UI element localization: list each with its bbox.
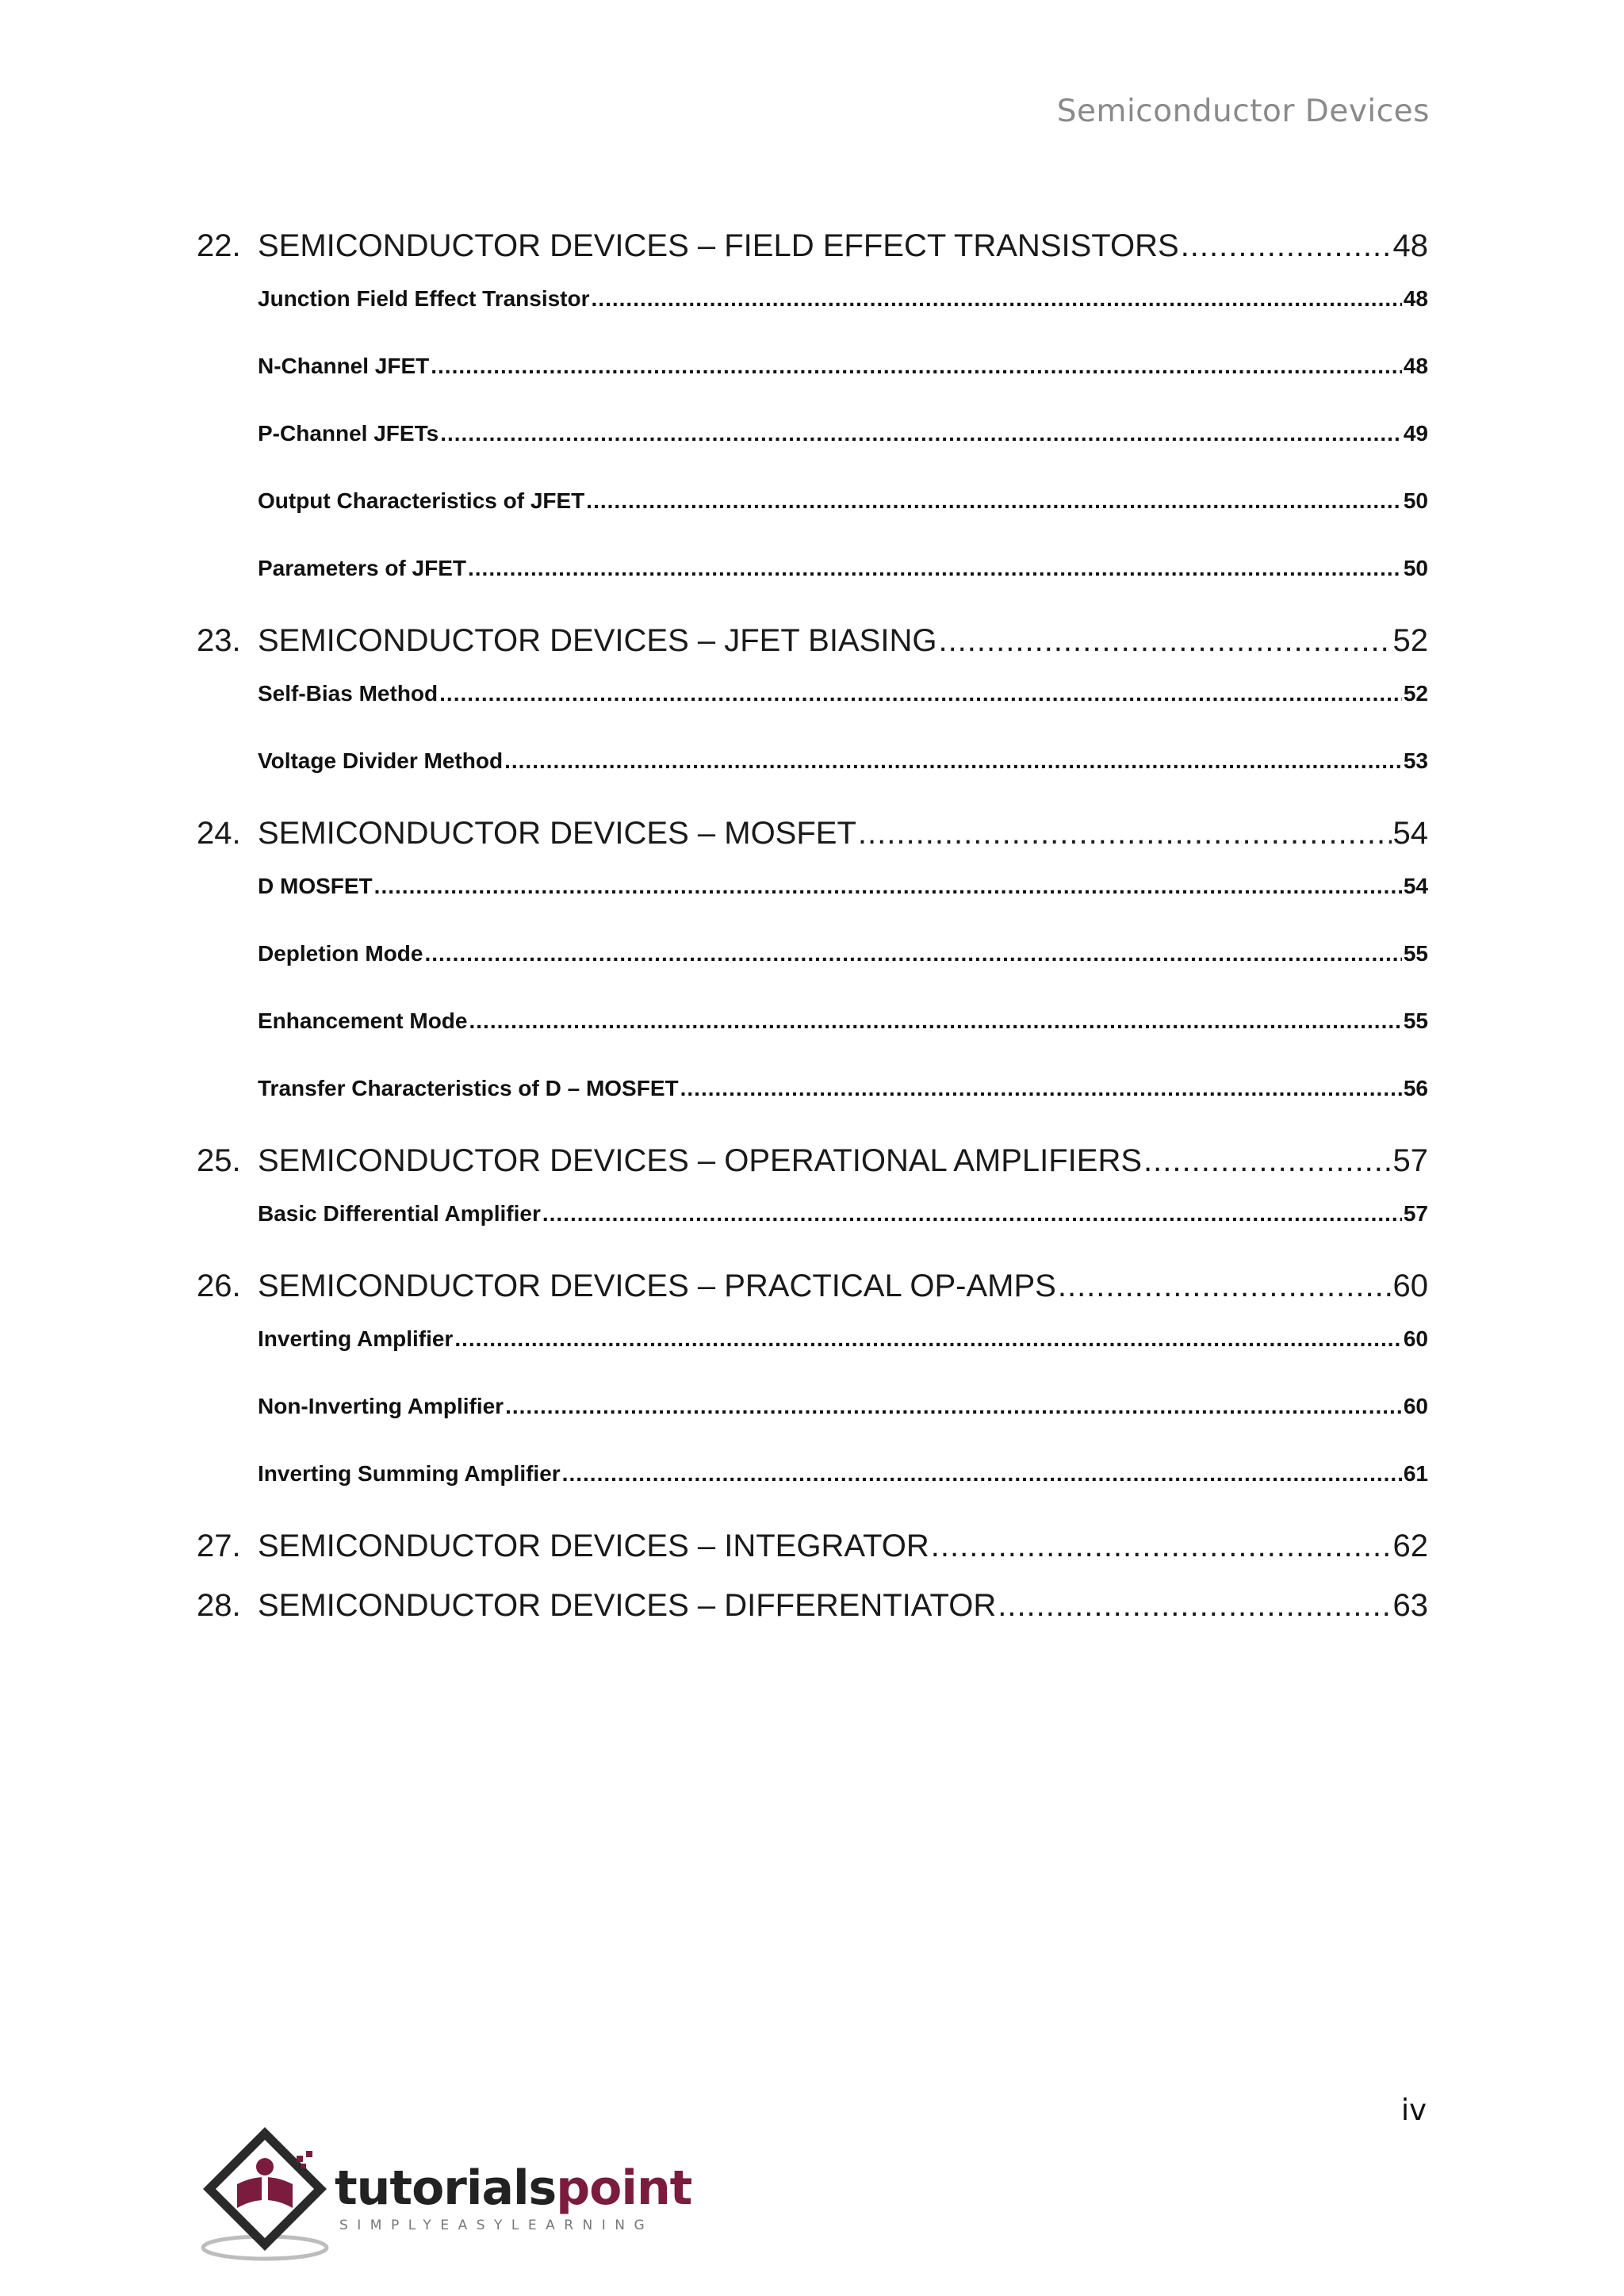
section-page-number: 50	[1403, 488, 1428, 513]
section-page-number: 52	[1403, 681, 1428, 706]
dot-leader	[562, 1461, 1402, 1487]
toc-section-entry[interactable]	[197, 1326, 1428, 1352]
section-title: Depletion Mode	[258, 941, 423, 966]
chapter-number: 22.	[197, 228, 241, 263]
section-title: Non-Inverting Amplifier	[258, 1394, 504, 1418]
chapter-page-number: 52	[1392, 623, 1428, 658]
chapter-number: 24.	[197, 816, 241, 851]
section-page-number: 53	[1403, 748, 1428, 773]
section-page-number: 48	[1403, 354, 1428, 378]
dot-leader	[931, 1529, 1392, 1564]
dot-leader	[1143, 1143, 1391, 1179]
dot-leader	[680, 1076, 1402, 1101]
page-header-title: Semiconductor Devices	[1056, 94, 1430, 129]
toc-section-entry[interactable]	[197, 941, 1428, 966]
chapter-number: 26.	[197, 1269, 241, 1303]
dot-leader	[440, 421, 1402, 446]
dot-leader	[1181, 228, 1392, 264]
section-title: Inverting Summing Amplifier	[258, 1461, 561, 1486]
chapter-title: SEMICONDUCTOR DEVICES – PRACTICAL OP-AMPS	[258, 1269, 1056, 1303]
section-page-number: 61	[1403, 1461, 1428, 1486]
dot-leader	[468, 556, 1402, 581]
section-title: Enhancement Mode	[258, 1008, 468, 1033]
logo-word-part2: point	[556, 2160, 692, 2216]
toc-section-entry[interactable]	[197, 1008, 1428, 1034]
section-title: P-Channel JFETs	[258, 421, 439, 446]
logo-word-part1: tutorials	[335, 2160, 557, 2216]
section-title: Transfer Characteristics of D – MOSFET	[258, 1076, 679, 1100]
section-title: Basic Differential Amplifier	[258, 1201, 541, 1226]
chapter-page-number: 62	[1392, 1529, 1428, 1563]
chapter-title: SEMICONDUCTOR DEVICES – JFET BIASING	[258, 623, 937, 658]
chapter-title: SEMICONDUCTOR DEVICES – FIELD EFFECT TRANSISTORS	[258, 228, 1179, 263]
chapter-page-number: 48	[1392, 228, 1428, 263]
dot-leader	[586, 488, 1402, 514]
toc-section-entry[interactable]	[197, 1201, 1428, 1226]
dot-leader	[439, 681, 1402, 706]
dot-leader	[504, 748, 1402, 774]
toc-section-entry[interactable]	[197, 1394, 1428, 1419]
page-number: iv	[1400, 2093, 1427, 2127]
section-title: Parameters of JFET	[258, 556, 466, 580]
dot-leader	[998, 1588, 1391, 1624]
section-page-number: 60	[1403, 1394, 1428, 1418]
dot-leader	[542, 1201, 1402, 1226]
toc-section-entry[interactable]	[197, 488, 1428, 514]
toc-chapter-entry[interactable]	[197, 1588, 1428, 1624]
toc-section-entry[interactable]	[197, 1461, 1428, 1487]
toc-section-entry[interactable]	[197, 556, 1428, 581]
section-page-number: 50	[1403, 556, 1428, 580]
section-page-number: 54	[1403, 874, 1428, 898]
chapter-number: 23.	[197, 623, 241, 658]
toc-section-entry[interactable]	[197, 286, 1428, 312]
section-title: N-Channel JFET	[258, 354, 430, 378]
section-title: Junction Field Effect Transistor	[258, 286, 590, 311]
section-page-number: 57	[1403, 1201, 1428, 1226]
dot-leader	[431, 354, 1402, 379]
section-page-number: 55	[1403, 941, 1428, 966]
table-of-contents	[197, 228, 1428, 1646]
toc-chapter-entry[interactable]	[197, 623, 1428, 659]
section-title: D MOSFET	[258, 874, 373, 898]
section-page-number: 48	[1403, 286, 1428, 311]
dot-leader	[505, 1394, 1402, 1419]
section-page-number: 55	[1403, 1008, 1428, 1033]
chapter-page-number: 57	[1392, 1143, 1428, 1178]
logo-tagline: SIMPLYEASYLEARNING	[339, 2218, 654, 2233]
chapter-page-number: 54	[1392, 816, 1428, 851]
toc-chapter-entry[interactable]	[197, 816, 1428, 851]
toc-section-entry[interactable]	[197, 681, 1428, 706]
toc-section-entry[interactable]	[197, 874, 1428, 899]
dot-leader	[454, 1326, 1402, 1352]
dot-leader	[469, 1008, 1401, 1034]
toc-chapter-entry[interactable]	[197, 228, 1428, 264]
section-title: Output Characteristics of JFET	[258, 488, 585, 513]
toc-section-entry[interactable]	[197, 748, 1428, 774]
chapter-title: SEMICONDUCTOR DEVICES – INTEGRATOR	[258, 1529, 929, 1563]
toc-section-entry[interactable]	[197, 421, 1428, 446]
section-page-number: 49	[1403, 421, 1428, 446]
section-page-number: 60	[1403, 1326, 1428, 1351]
section-page-number: 56	[1403, 1076, 1428, 1100]
dot-leader	[374, 874, 1402, 899]
toc-chapter-entry[interactable]	[197, 1529, 1428, 1564]
dot-leader	[858, 816, 1392, 851]
chapter-page-number: 60	[1392, 1269, 1428, 1303]
section-title: Inverting Amplifier	[258, 1326, 454, 1351]
tutorialspoint-logo	[193, 2121, 692, 2263]
chapter-title: SEMICONDUCTOR DEVICES – OPERATIONAL AMPLIFIERS	[258, 1143, 1143, 1178]
logo-wordmark	[335, 2160, 691, 2216]
chapter-number: 27.	[197, 1529, 241, 1563]
dot-leader	[938, 623, 1391, 659]
dot-leader	[1058, 1269, 1392, 1304]
dot-leader	[424, 941, 1401, 966]
chapter-title: SEMICONDUCTOR DEVICES – DIFFERENTIATOR	[258, 1588, 997, 1623]
toc-section-entry[interactable]	[197, 1076, 1428, 1101]
toc-section-entry[interactable]	[197, 354, 1428, 379]
section-title: Voltage Divider Method	[258, 748, 504, 773]
chapter-number: 28.	[197, 1588, 241, 1623]
chapter-page-number: 63	[1392, 1588, 1428, 1623]
chapter-title: SEMICONDUCTOR DEVICES – MOSFET	[258, 816, 856, 851]
chapter-number: 25.	[197, 1143, 241, 1178]
toc-chapter-entry[interactable]	[197, 1269, 1428, 1304]
toc-chapter-entry[interactable]	[197, 1143, 1428, 1179]
dot-leader	[592, 286, 1402, 312]
section-title: Self-Bias Method	[258, 681, 439, 706]
